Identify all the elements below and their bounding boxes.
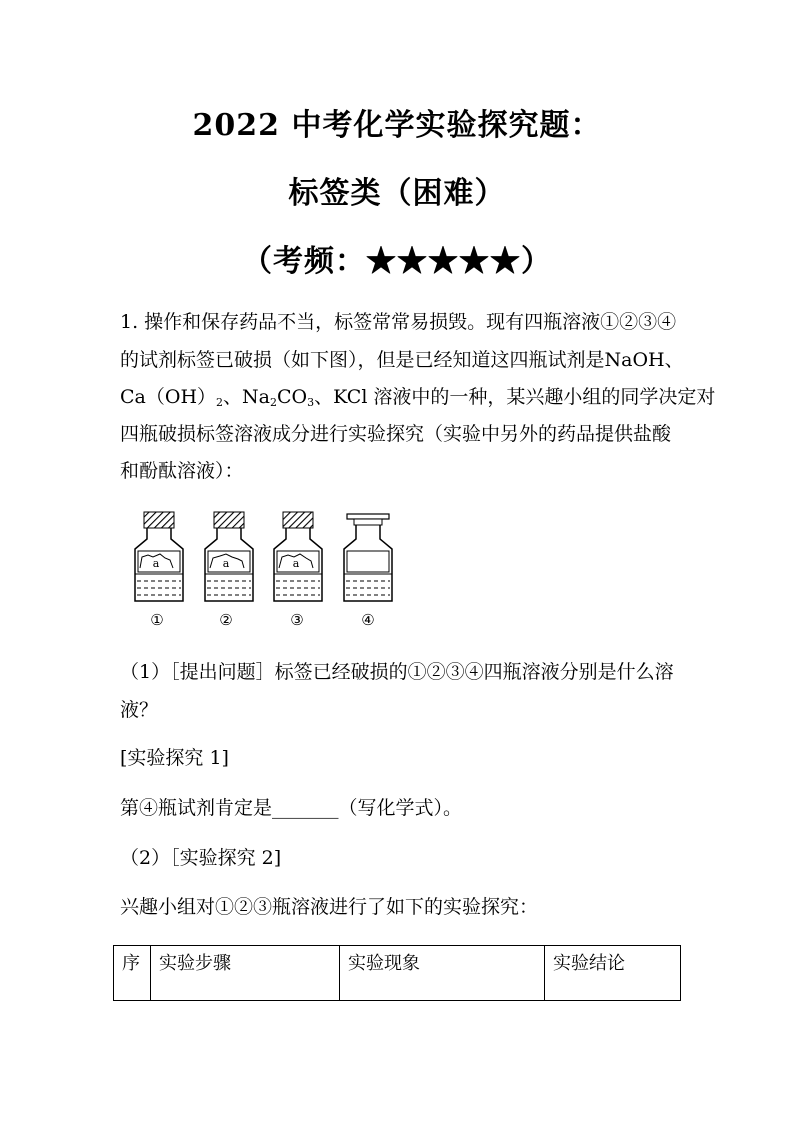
- bottle-1: [135, 512, 183, 629]
- part1-question-line-2: 液？: [120, 699, 159, 721]
- bottle-1-number: ①: [150, 611, 164, 629]
- part2-intro: 兴趣小组对①②③瓶溶液进行了如下的实验探究：: [120, 896, 539, 918]
- bottle-3: [274, 512, 322, 629]
- bottle-4-number: ④: [361, 611, 375, 629]
- table-header-row: [114, 946, 681, 1001]
- question-line-5: 和酚酞溶液）：: [120, 460, 244, 482]
- bottle-2: [205, 512, 253, 629]
- bottle-4: [344, 514, 392, 629]
- bottle-2-number: ②: [219, 611, 233, 629]
- bottle-4-answer-blank: 第④瓶试剂肯定是_______（写化学式）。: [120, 797, 463, 819]
- page-subtitle: 标签类（困难）: [288, 176, 506, 211]
- question-line-1: 1. 操作和保存药品不当，标签常常易损毁。现有四瓶溶液①②③④: [120, 311, 677, 333]
- experiment-table: [113, 945, 681, 1001]
- header-phenomena: 实验现象: [340, 946, 545, 1001]
- experiment-1-heading: [实验探究 1]: [120, 747, 229, 769]
- question-line-4: 四瓶破损标签溶液成分进行实验探究（实验中另外的药品提供盐酸: [120, 423, 672, 445]
- bottle-3-number: ③: [290, 611, 304, 629]
- bottle-1-label-letter: a: [152, 557, 160, 570]
- part1-question-line-1: （1）［提出问题］标签已经破损的①②③④四瓶溶液分别是什么溶: [120, 661, 674, 683]
- bottle-3-label-letter: a: [292, 557, 300, 570]
- reagent-bottles-figure: [120, 505, 410, 635]
- question-line-2: 的试剂标签已破损（如下图），但是已经知道这四瓶试剂是NaOH、: [120, 349, 684, 371]
- header-conclusion: 实验结论: [545, 946, 681, 1001]
- header-steps: 实验步骤: [151, 946, 340, 1001]
- header-index: 序: [114, 946, 151, 1001]
- frequency-rating: （考频：★★★★★）: [242, 244, 552, 279]
- part2-heading: （2）［实验探究 2]: [120, 847, 282, 869]
- bottle-2-label-letter: a: [222, 557, 230, 570]
- question-line-3: $Ca(OH)_2$、$Na_2CO_3$、KCl 溶液中的一种，某兴趣小组的同学决定对: [120, 386, 716, 409]
- page-title: 2022 中考化学实验探究题：: [192, 108, 602, 143]
